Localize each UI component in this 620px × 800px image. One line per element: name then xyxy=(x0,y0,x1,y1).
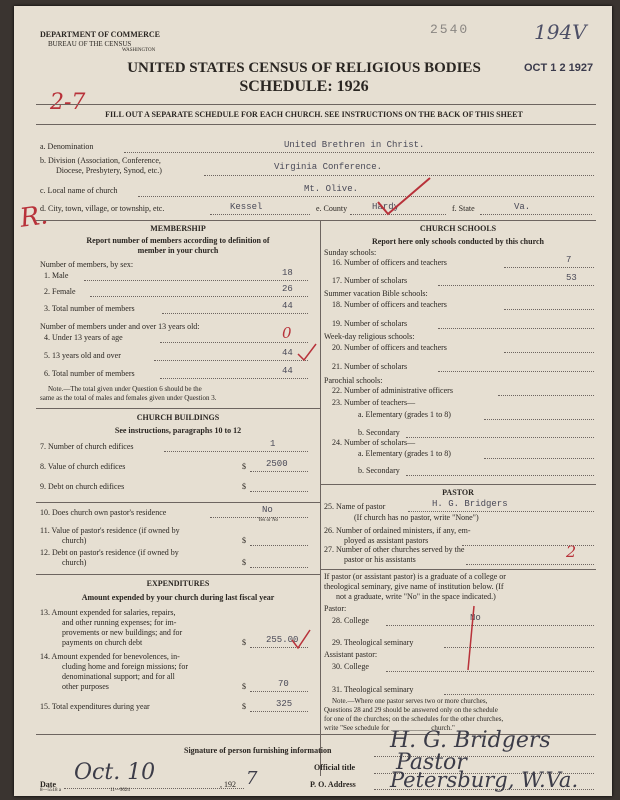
year-prefix: , 192 xyxy=(220,780,236,789)
q12-label-2: church) xyxy=(62,558,87,567)
address-label: P. O. Address xyxy=(310,780,356,789)
division-value: Virginia Conference. xyxy=(274,162,383,172)
official-title-value: Pastor xyxy=(396,750,467,775)
q11-dollar: $ xyxy=(242,536,246,545)
q2-label: 2. Female xyxy=(44,287,76,296)
q10-value: No xyxy=(262,505,273,515)
schedule-title: SCHEDULE: 1926 xyxy=(239,78,369,95)
q7-label: 7. Number of church edifices xyxy=(40,442,134,451)
pastor-note-3: for one of the churches; on the schedules for the other churches, xyxy=(324,715,504,723)
q25-note: (If church has no pastor, write "None") xyxy=(354,513,479,522)
q31-label: 31. Theological seminary xyxy=(332,685,414,694)
q13-dollar: $ xyxy=(242,638,246,647)
q20-label: 20. Number of officers and teachers xyxy=(332,343,447,352)
q6-value: 44 xyxy=(282,366,293,376)
yes-no-hint: Yes or No xyxy=(258,518,279,523)
q19-label: 19. Number of scholars xyxy=(332,319,408,328)
church-name-label: c. Local name of church xyxy=(40,186,118,195)
city-town-value: Kessel xyxy=(230,202,263,212)
form-code: 8—5518 a xyxy=(40,788,61,793)
q11-label: 11. Value of pastor's residence (if owned by xyxy=(40,526,180,535)
handwritten-number: 194V xyxy=(534,20,587,44)
department-label: DEPARTMENT OF COMMERCE xyxy=(40,30,161,39)
signature-value: H. G. Bridgers xyxy=(390,728,551,753)
graduate-line-3: not a graduate, write "No" in the space indicated.) xyxy=(336,592,496,601)
q7-value: 1 xyxy=(270,439,276,449)
stamp-number: 2540 xyxy=(430,22,470,37)
pastor-note-1: Note.—Where one pastor serves two or more churches, xyxy=(332,697,488,705)
red-pencil-stroke xyxy=(464,604,478,674)
census-schedule-page xyxy=(14,6,612,796)
q1-value: 18 xyxy=(282,268,293,278)
q27-line-1: 27. Number of other churches served by the xyxy=(324,545,465,554)
q1-label: 1. Male xyxy=(44,271,69,280)
weekday-schools-label: Week-day religious schools: xyxy=(324,332,415,341)
denomination-label: a. Denomination xyxy=(40,142,94,151)
division-label: b. Division (Association, Conference, xyxy=(40,156,161,165)
q14-line-3: denominational support; and for all xyxy=(62,672,175,681)
q14-line-1: 14. Amount expended for benevolences, in- xyxy=(40,652,180,661)
q15-value: 325 xyxy=(276,699,293,709)
county-value: Hardy xyxy=(372,202,400,212)
q16-value: 7 xyxy=(566,255,572,265)
q22-label: 22. Number of administrative officers xyxy=(332,386,453,395)
received-date-stamp: OCT 1 2 1927 xyxy=(524,62,594,74)
instruction-line: FILL OUT A SEPARATE SCHEDULE FOR EACH CHURCH. SEE INSTRUCTIONS ON THE BACK OF THIS SHEET xyxy=(105,110,523,119)
q4-label: 4. Under 13 years of age xyxy=(44,333,123,342)
pastor-note-4: write "See schedule for ___________ church." xyxy=(324,724,455,732)
q14-dollar: $ xyxy=(242,682,246,691)
county-label: e. County xyxy=(316,204,348,213)
state-value: Va. xyxy=(514,202,531,212)
q28-value: No xyxy=(470,613,481,623)
official-title-label: Official title xyxy=(314,763,356,772)
address-value: Petersburg, W.Va. xyxy=(390,768,579,792)
city-label: WASHINGTON xyxy=(122,48,156,53)
q27-line-2: pastor or his assistants xyxy=(344,555,416,564)
form-code-2: 11—9024 xyxy=(110,788,130,793)
q26-line-1: 26. Number of ordained ministers, if any, em- xyxy=(324,526,471,535)
q24b-label: b. Secondary xyxy=(358,466,400,475)
members-under-over: Number of members under and over 13 years old: xyxy=(40,322,200,331)
q13-line-1: 13. Amount expended for salaries, repairs, xyxy=(40,608,176,617)
q3-label: 3. Total number of members xyxy=(44,304,135,313)
q26-line-2: ployed as assistant pastors xyxy=(344,536,429,545)
q9-label: 9. Debt on church edifices xyxy=(40,482,125,491)
q12-label: 12. Debt on pastor's residence (if owned by xyxy=(40,548,179,557)
red-mark-left: R. xyxy=(18,200,50,234)
q14-value: 70 xyxy=(278,679,289,689)
q8-value: 2500 xyxy=(266,459,288,469)
membership-intro-1: Report number of members according to definition of xyxy=(86,236,270,245)
expenditures-sub: Amount expended by your church during last fiscal year xyxy=(81,593,275,602)
schools-heading: CHURCH SCHOOLS xyxy=(419,224,497,233)
parochial-schools-label: Parochial schools: xyxy=(324,376,383,385)
q28-label: 28. College xyxy=(332,616,369,625)
bureau-label: BUREAU OF THE CENSUS xyxy=(48,40,132,48)
denomination-value: United Brethren in Christ. xyxy=(284,140,425,150)
q24a-label: a. Elementary (grades 1 to 8) xyxy=(358,449,451,458)
red-mark-top: 2-7 xyxy=(50,90,86,115)
pastor-heading: PASTOR xyxy=(442,488,474,497)
red-check-q13 xyxy=(290,628,312,650)
q15-dollar: $ xyxy=(242,702,246,711)
q23b-label: b. Secondary xyxy=(358,428,400,437)
q10-label: 10. Does church own pastor's residence xyxy=(40,508,167,517)
state-label: f. State xyxy=(452,204,475,213)
red-check-mark xyxy=(374,174,434,218)
q11-label-2: church) xyxy=(62,536,87,545)
pastor-sublabel: Pastor: xyxy=(324,604,347,613)
schools-sub: Report here only schools conducted by this church xyxy=(372,237,544,246)
membership-heading: MEMBERSHIP xyxy=(150,224,206,233)
membership-intro-2: member in your church xyxy=(137,246,219,255)
pastor-note-2: Questions 28 and 29 should be answered only on the schedule xyxy=(324,706,498,714)
membership-note-2: same as the total of males and females given under Question 3. xyxy=(40,394,217,402)
q6-label: 6. Total number of members xyxy=(44,369,135,378)
year-digit: 7 xyxy=(246,768,258,789)
membership-note-1: Note.—The total given under Question 6 should be the xyxy=(48,385,202,393)
q13-line-2: and other running expenses; for im- xyxy=(62,618,177,627)
city-town-label: d. City, town, village, or township, etc. xyxy=(40,204,165,213)
q21-label: 21. Number of scholars xyxy=(332,362,408,371)
sunday-schools-label: Sunday schools: xyxy=(324,248,377,257)
signature-label: Signature of person furnishing information xyxy=(184,746,332,755)
expenditures-heading: EXPENDITURES xyxy=(146,579,210,588)
q5-value: 44 xyxy=(282,348,293,358)
q5-label: 5. 13 years old and over xyxy=(44,351,121,360)
date-label: Date xyxy=(40,780,56,789)
q27-value: 2 xyxy=(566,542,577,561)
q23a-label: a. Elementary (grades 1 to 8) xyxy=(358,410,451,419)
red-check-q5 xyxy=(296,342,318,362)
q23-label: 23. Number of teachers— xyxy=(332,398,416,407)
assistant-sublabel: Assistant pastor: xyxy=(324,650,378,659)
q4-value: 0 xyxy=(282,324,292,342)
q15-label: 15. Total expenditures during year xyxy=(40,702,150,711)
q3-value: 44 xyxy=(282,301,293,311)
q17-label: 17. Number of scholars xyxy=(332,276,408,285)
q12-dollar: $ xyxy=(242,558,246,567)
church-name-value: Mt. Olive. xyxy=(304,184,359,194)
q16-label: 16. Number of officers and teachers xyxy=(332,258,447,267)
q24-label: 24. Number of scholars— xyxy=(332,438,416,447)
division-label-2: Diocese, Presbytery, Synod, etc.) xyxy=(56,166,162,175)
q8-dollar: $ xyxy=(242,462,246,471)
q18-label: 18. Number of officers and teachers xyxy=(332,300,447,309)
buildings-heading: CHURCH BUILDINGS xyxy=(136,413,220,422)
form-title: UNITED STATES CENSUS OF RELIGIOUS BODIES xyxy=(127,60,481,76)
q13-line-4: payments on church debt xyxy=(62,638,143,647)
q14-line-4: other purposes xyxy=(62,682,109,691)
q17-value: 53 xyxy=(566,273,577,283)
q2-value: 26 xyxy=(282,284,293,294)
members-by-sex: Number of members, by sex: xyxy=(40,260,134,269)
date-value: Oct. 10 xyxy=(74,760,156,785)
q29-label: 29. Theological seminary xyxy=(332,638,414,647)
graduate-line-1: If pastor (or assistant pastor) is a graduate of a college or xyxy=(324,572,506,581)
q14-line-2: cluding home and foreign missions; for xyxy=(62,662,188,671)
buildings-sub: See instructions, paragraphs 10 to 12 xyxy=(114,426,242,435)
q8-label: 8. Value of church edifices xyxy=(40,462,126,471)
q13-line-3: provements or new buildings; and for xyxy=(62,628,183,637)
q25-value: H. G. Bridgers xyxy=(432,499,508,509)
vacation-schools-label: Summer vacation Bible schools: xyxy=(324,289,428,298)
q25-label: 25. Name of pastor xyxy=(324,502,386,511)
q30-label: 30. College xyxy=(332,662,369,671)
q13-value: 255.00 xyxy=(266,635,299,645)
q9-dollar: $ xyxy=(242,482,246,491)
graduate-line-2: theological seminary, give name of institution below. (If xyxy=(324,582,504,591)
